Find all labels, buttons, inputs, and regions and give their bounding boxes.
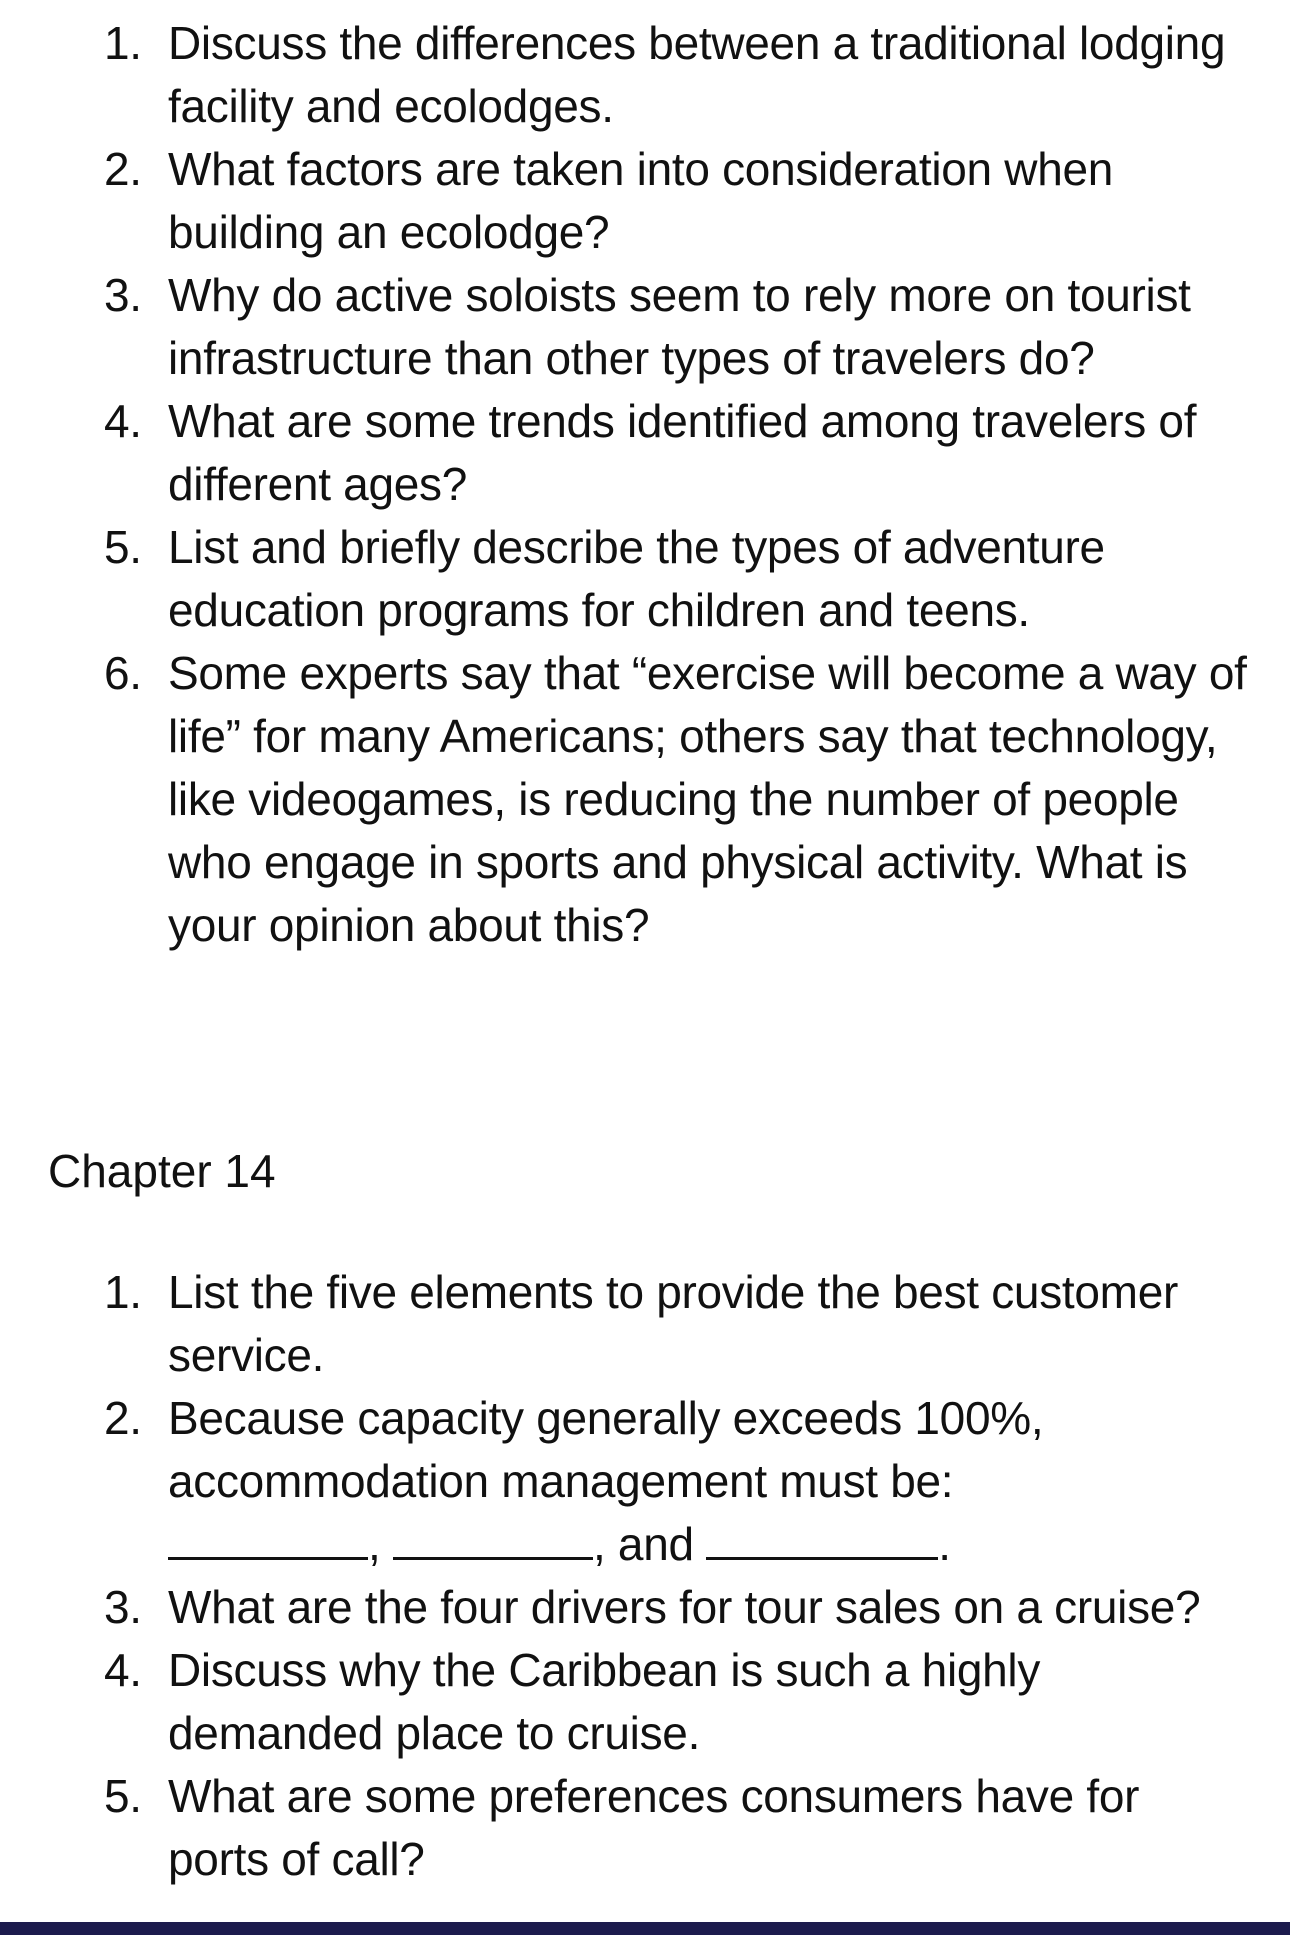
fill-in-blank <box>393 1513 593 1560</box>
list-item <box>0 1261 1290 1387</box>
question-number: 3. <box>104 1581 142 1633</box>
question-text: Because capacity generally exceeds 100%, accommodation management must be: <box>168 1392 1044 1507</box>
question-text: Why do active soloists seem to rely more on tourist infrastructure than other types of travelers do? <box>168 269 1191 384</box>
question-number: 4. <box>104 1644 142 1696</box>
question-number: 1. <box>104 17 142 69</box>
chapter-heading: Chapter 14 <box>48 1145 276 1197</box>
question-number: 1. <box>104 1266 142 1318</box>
blank-end-punctuation: . <box>938 1518 951 1570</box>
blank-separator: , <box>368 1518 381 1570</box>
question-text: What are the four drivers for tour sales on a cruise? <box>168 1581 1201 1633</box>
list-item <box>0 642 1290 957</box>
question-text: Discuss why the Caribbean is such a highly demanded place to cruise. <box>168 1644 1041 1759</box>
blank-separator: , and <box>592 1518 694 1570</box>
list-item <box>0 516 1290 642</box>
question-text: What are some trends identified among travelers of different ages? <box>168 395 1197 510</box>
list-item <box>0 1639 1290 1765</box>
question-text: Some experts say that “exercise will become a way of life” for many Americans; others say that technology, like videogames, is reducing the number of people who engage in sports and physical activity. What is your opinion about this? <box>168 647 1247 951</box>
list-item <box>0 1765 1290 1891</box>
question-number: 5. <box>104 1770 142 1822</box>
question-number: 4. <box>104 395 142 447</box>
question-list-chapter-14 <box>0 1261 1290 1891</box>
question-text: Discuss the differences between a traditional lodging facility and ecolodges. <box>168 17 1226 132</box>
question-text: List the five elements to provide the best customer service. <box>168 1266 1178 1381</box>
question-number: 3. <box>104 269 142 321</box>
list-item <box>0 12 1290 138</box>
bottom-bar <box>0 1922 1290 1935</box>
question-text: What factors are taken into consideration when building an ecolodge? <box>168 143 1114 258</box>
question-number: 2. <box>104 1392 142 1444</box>
question-number: 5. <box>104 521 142 573</box>
question-number: 2. <box>104 143 142 195</box>
question-text: What are some preferences consumers have for ports of call? <box>168 1770 1140 1885</box>
question-list-previous-chapter <box>0 12 1290 957</box>
list-item <box>0 1387 1290 1576</box>
fill-in-blank <box>706 1513 938 1560</box>
question-number: 6. <box>104 647 142 699</box>
list-item <box>0 264 1290 390</box>
fill-in-blank <box>168 1513 368 1560</box>
list-item <box>0 138 1290 264</box>
list-item <box>0 390 1290 516</box>
list-item <box>0 1576 1290 1639</box>
question-text: List and briefly describe the types of adventure education programs for children and teens. <box>168 521 1105 636</box>
